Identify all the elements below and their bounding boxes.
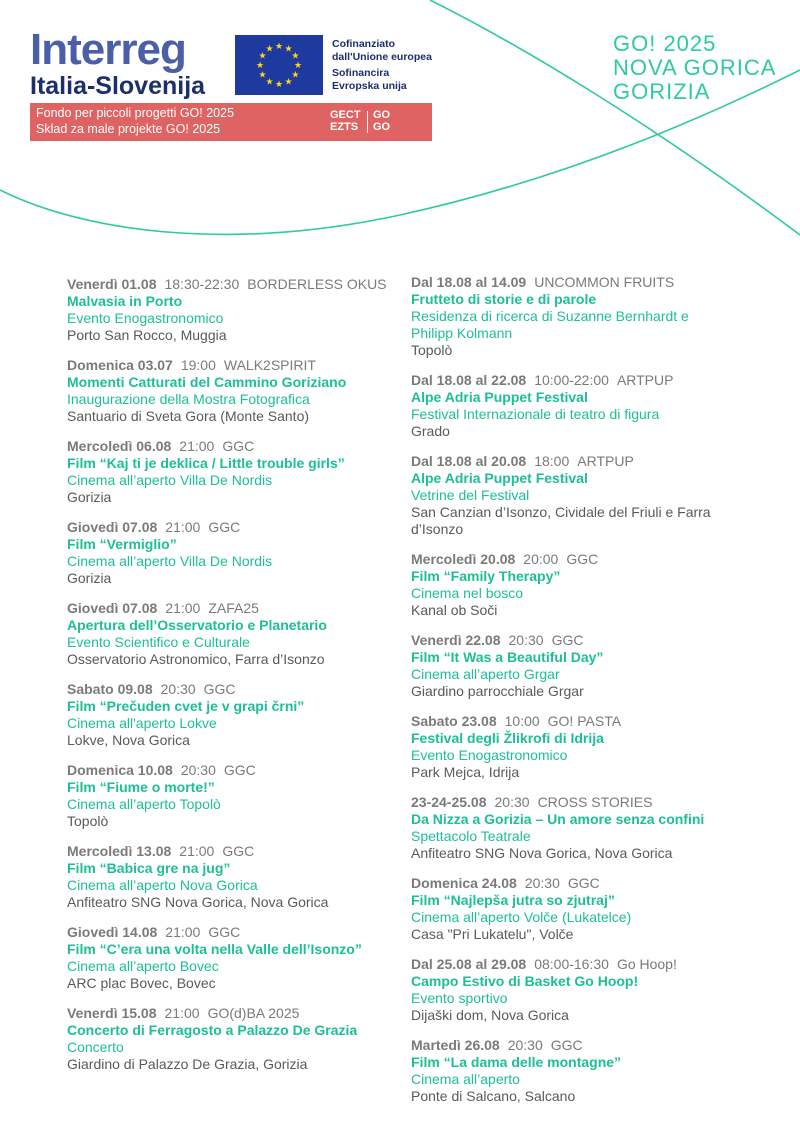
event-time: 18:00 — [534, 453, 570, 469]
event-date: Venerdì 15.08 — [67, 1005, 157, 1021]
event-organizer: Go Hoop! — [616, 956, 677, 972]
event-time: 21:00 — [179, 438, 215, 454]
event-meta — [67, 1005, 407, 1022]
event-item — [67, 519, 407, 587]
event-date: Domenica 03.07 — [67, 357, 173, 373]
eu-star-icon: ★ — [255, 61, 265, 71]
fund-banner — [30, 103, 432, 141]
event-organizer: GGC — [567, 875, 600, 891]
event-place: Park Mejca, Idrija — [411, 764, 520, 780]
event-place: Anfiteatro SNG Nova Gorica, Nova Gorica — [411, 845, 673, 861]
event-item — [411, 632, 731, 700]
event-time: 21:00 — [164, 1005, 200, 1021]
event-time: 21:00 — [165, 519, 201, 535]
event-meta — [67, 276, 407, 293]
event-item — [411, 453, 731, 538]
event-organizer: GGC — [222, 438, 255, 454]
event-time: 08:00-16:30 — [534, 956, 609, 972]
event-organizer: GO! PASTA — [547, 713, 622, 729]
eu-star-icon: ★ — [284, 44, 293, 55]
event-organizer: GGC — [203, 681, 236, 697]
event-title: Festival degli Žlikrofi di Idrija — [411, 730, 604, 746]
event-title: Momenti Catturati del Cammino Goriziano — [67, 374, 347, 390]
eu-star-icon: ★ — [265, 44, 274, 55]
event-place: Lokve, Nova Gorica — [67, 732, 190, 748]
interreg-logo — [30, 25, 206, 101]
event-type: Cinema all'aperto Lokve — [67, 715, 217, 731]
event-item — [67, 600, 407, 668]
go2025-line: NOVA GORICA — [613, 55, 777, 80]
event-organizer: CROSS STORIES — [537, 794, 653, 810]
event-time: 20:30 — [180, 762, 216, 778]
event-title: Alpe Adria Puppet Festival — [411, 470, 588, 486]
event-item — [67, 924, 407, 992]
event-place: Topolò — [411, 342, 453, 358]
event-title: Film “Fiume o morte!” — [67, 779, 215, 795]
event-type: Cinema all’aperto Villa De Nordis — [67, 472, 273, 488]
event-item — [411, 875, 731, 943]
event-organizer: GGC — [223, 762, 256, 778]
event-item — [411, 1037, 731, 1105]
event-organizer: GGC — [551, 632, 584, 648]
event-time: 18:30-22:30 — [164, 276, 240, 292]
event-title: Frutteto di storie e di parole — [411, 291, 597, 307]
event-meta — [67, 762, 407, 779]
event-item — [67, 438, 407, 506]
event-meta — [411, 875, 731, 892]
event-date: Dal 18.08 al 20.08 — [411, 453, 527, 469]
event-meta — [67, 600, 407, 617]
eu-star-icon: ★ — [293, 61, 303, 71]
event-meta — [411, 551, 731, 568]
event-title: Film “Prečuden cvet je v grapi črni” — [67, 698, 305, 714]
event-time: 20:30 — [507, 1037, 543, 1053]
go2025-line: GO! 2025 — [613, 31, 717, 56]
event-time: 19:00 — [180, 357, 216, 373]
eu-star-icon: ★ — [274, 80, 284, 90]
event-type: Cinema all’aperto Bovec — [67, 958, 219, 974]
event-item — [67, 681, 407, 749]
event-item — [411, 551, 731, 619]
banner-line: Sklad za male projekte GO! 2025 — [36, 121, 221, 136]
event-place: Anfiteatro SNG Nova Gorica, Nova Gorica — [67, 894, 329, 910]
event-time: 21:00 — [165, 924, 201, 940]
eu-star-icon: ★ — [284, 77, 293, 88]
eu-star-icon: ★ — [265, 77, 274, 88]
eu-cofunding-text — [332, 38, 432, 92]
event-type: Evento Enogastronomico — [67, 310, 224, 326]
event-title: Malvasia in Porto — [67, 293, 183, 309]
event-type: Cinema all’aperto Nova Gorica — [67, 877, 258, 893]
event-date: Domenica 24.08 — [411, 875, 517, 891]
eu-star-icon: ★ — [274, 42, 284, 52]
event-title: Da Nizza a Gorizia – Un amore senza confini — [411, 811, 705, 827]
event-time: 20:30 — [494, 794, 530, 810]
event-item — [411, 713, 731, 781]
event-time: 20:00 — [523, 551, 559, 567]
event-place: Porto San Rocco, Muggia — [67, 327, 227, 343]
event-type: Inaugurazione della Mostra Fotografica — [67, 391, 310, 407]
event-item — [411, 794, 731, 862]
event-place: Gorizia — [67, 489, 112, 505]
eu-text-line: Sofinancira — [332, 67, 390, 79]
event-title: Film “Family Therapy” — [411, 568, 561, 584]
banner-line: Fondo per piccoli progetti GO! 2025 — [36, 106, 235, 120]
event-date: Mercoledì 13.08 — [67, 843, 172, 859]
event-title: Apertura dell’Osservatorio e Planetario — [67, 617, 327, 633]
eu-star-icon: ★ — [258, 70, 267, 81]
event-time: 20:30 — [160, 681, 196, 697]
event-time: 21:00 — [179, 843, 215, 859]
event-organizer: ARTPUP — [577, 453, 634, 469]
event-organizer: GGC — [566, 551, 599, 567]
go2025-logo — [613, 32, 776, 104]
event-type: Spettacolo Teatrale — [411, 828, 531, 844]
event-title: Film “Kaj ti je deklica / Little trouble girls” — [67, 455, 345, 471]
event-organizer: UNCOMMON FRUITS — [534, 274, 675, 290]
event-organizer: GGC — [222, 843, 255, 859]
event-date: Domenica 10.08 — [67, 762, 173, 778]
event-title: Film “It Was a Beautiful Day” — [411, 649, 604, 665]
event-type: Cinema nel bosco — [411, 585, 524, 601]
event-title: Film “La dama delle montagne” — [411, 1054, 622, 1070]
gect-label: GECT — [330, 109, 361, 121]
event-meta — [67, 357, 407, 374]
event-place: Dijaški dom, Nova Gorica — [411, 1007, 569, 1023]
interreg-brand: Interreg — [30, 25, 186, 74]
event-place: Santuario di Sveta Gora (Monte Santo) — [67, 408, 310, 424]
event-time: 21:00 — [165, 600, 201, 616]
event-organizer: GO(d)BA 2025 — [207, 1005, 300, 1021]
event-meta — [411, 372, 731, 389]
event-meta — [411, 632, 731, 649]
eu-star-icon: ★ — [291, 51, 300, 62]
eu-star-icon: ★ — [258, 51, 267, 62]
event-item — [67, 357, 407, 425]
event-meta — [67, 519, 407, 536]
event-type: Cinema all’aperto — [411, 1071, 520, 1087]
event-place: Gorizia — [67, 570, 112, 586]
event-item — [67, 762, 407, 830]
eu-text-line: dall'Unione europea — [332, 50, 432, 63]
go-label: GO — [373, 109, 391, 121]
event-meta — [411, 1037, 731, 1054]
event-type: Vetrine del Festival — [411, 487, 530, 503]
event-title: Alpe Adria Puppet Festival — [411, 389, 588, 405]
event-type: Concerto — [67, 1039, 124, 1055]
event-time: 20:30 — [524, 875, 560, 891]
event-date: Giovedì 14.08 — [67, 924, 158, 940]
event-place: San Canzian d’Isonzo, Cividale del Friuli e Farra d’Isonzo — [411, 504, 711, 537]
event-item — [67, 1005, 407, 1073]
eu-text-line: Evropska unija — [332, 79, 407, 92]
event-meta — [67, 681, 407, 698]
event-item — [411, 274, 731, 359]
event-meta — [411, 713, 731, 730]
event-date: Sabato 09.08 — [67, 681, 153, 697]
events-column-right — [411, 274, 731, 1118]
event-type: Cinema all’aperto Villa De Nordis — [67, 553, 273, 569]
event-meta — [67, 924, 407, 941]
event-date: Dal 18.08 al 22.08 — [411, 372, 527, 388]
event-item — [67, 843, 407, 911]
event-item — [411, 956, 731, 1024]
event-place: Topolò — [67, 813, 109, 829]
event-place: Giardino parrocchiale Grgar — [411, 683, 584, 699]
event-title: Film “Babica gre na jug” — [67, 860, 231, 876]
event-date: Mercoledì 06.08 — [67, 438, 172, 454]
event-place: Giardino di Palazzo De Grazia, Gorizia — [67, 1056, 308, 1072]
event-time: 10:00-22:00 — [534, 372, 609, 388]
event-place: Ponte di Salcano, Salcano — [411, 1088, 576, 1104]
ezts-label: EZTS — [330, 121, 359, 133]
event-date: Venerdì 22.08 — [411, 632, 501, 648]
event-date: Dal 18.08 al 14.09 — [411, 274, 527, 290]
event-date: Venerdì 01.08 — [67, 276, 157, 292]
event-type: Evento sportivo — [411, 990, 508, 1006]
eu-star-icon: ★ — [291, 70, 300, 81]
event-meta — [411, 453, 731, 470]
event-item — [411, 372, 731, 440]
event-title: Campo Estivo di Basket Go Hoop! — [411, 973, 639, 989]
event-date: Giovedì 07.08 — [67, 600, 158, 616]
event-organizer: WALK2SPIRIT — [223, 357, 316, 373]
gect-logo — [330, 109, 361, 133]
event-date: Martedì 26.08 — [411, 1037, 500, 1053]
event-type: Residenza di ricerca di Suzanne Bernhardt e Philipp Kolmann — [411, 308, 689, 341]
event-place: Grado — [411, 423, 450, 439]
event-type: Cinema all’aperto Volče (Lukatelce) — [411, 909, 632, 925]
event-item — [67, 276, 407, 344]
go-label: GO — [373, 121, 391, 133]
event-date: Mercoledì 20.08 — [411, 551, 516, 567]
event-type: Festival Internazionale di teatro di figura — [411, 406, 660, 422]
go2025-line: GORIZIA — [613, 79, 711, 104]
event-title: Film “Vermiglio” — [67, 536, 177, 552]
event-meta — [67, 438, 407, 455]
event-organizer: GGC — [208, 924, 241, 940]
event-time: 20:30 — [508, 632, 544, 648]
event-meta — [411, 794, 731, 811]
event-time: 10:00 — [504, 713, 540, 729]
eu-flag-icon — [235, 35, 323, 95]
event-type: Evento Enogastronomico — [411, 747, 568, 763]
event-date: Giovedì 07.08 — [67, 519, 158, 535]
event-meta — [411, 274, 731, 291]
event-place: Casa "Pri Lukatelu", Volče — [411, 926, 574, 942]
event-title: Film “C’era una volta nella Valle dell’Isonzo” — [67, 941, 362, 957]
event-type: Cinema all’aperto Topolò — [67, 796, 221, 812]
event-place: ARC plac Bovec, Bovec — [67, 975, 216, 991]
event-date: Dal 25.08 al 29.08 — [411, 956, 527, 972]
event-place: Kanal ob Soči — [411, 602, 498, 618]
event-title: Concerto di Ferragosto a Palazzo De Grazia — [67, 1022, 358, 1038]
go-logo — [373, 109, 390, 133]
event-title: Film “Najlepša jutra so zjutraj” — [411, 892, 615, 908]
event-organizer: GGC — [550, 1037, 583, 1053]
events-column-left — [67, 276, 407, 1086]
event-date: 23-24-25.08 — [411, 794, 487, 810]
event-organizer: ARTPUP — [616, 372, 674, 388]
event-organizer: ZAFA25 — [208, 600, 259, 616]
event-organizer: BORDERLESS OKUS — [247, 276, 387, 292]
event-type: Cinema all’aperto Grgar — [411, 666, 560, 682]
event-type: Evento Scientifico e Culturale — [67, 634, 250, 650]
event-organizer: GGC — [208, 519, 241, 535]
event-date: Sabato 23.08 — [411, 713, 497, 729]
event-meta — [411, 956, 731, 973]
eu-text-line: Cofinanziato — [332, 38, 395, 50]
event-place: Osservatorio Astronomico, Farra d’Isonzo — [67, 651, 325, 667]
interreg-region: Italia-Slovenija — [30, 72, 206, 100]
banner-divider — [367, 111, 368, 133]
event-meta — [67, 843, 407, 860]
